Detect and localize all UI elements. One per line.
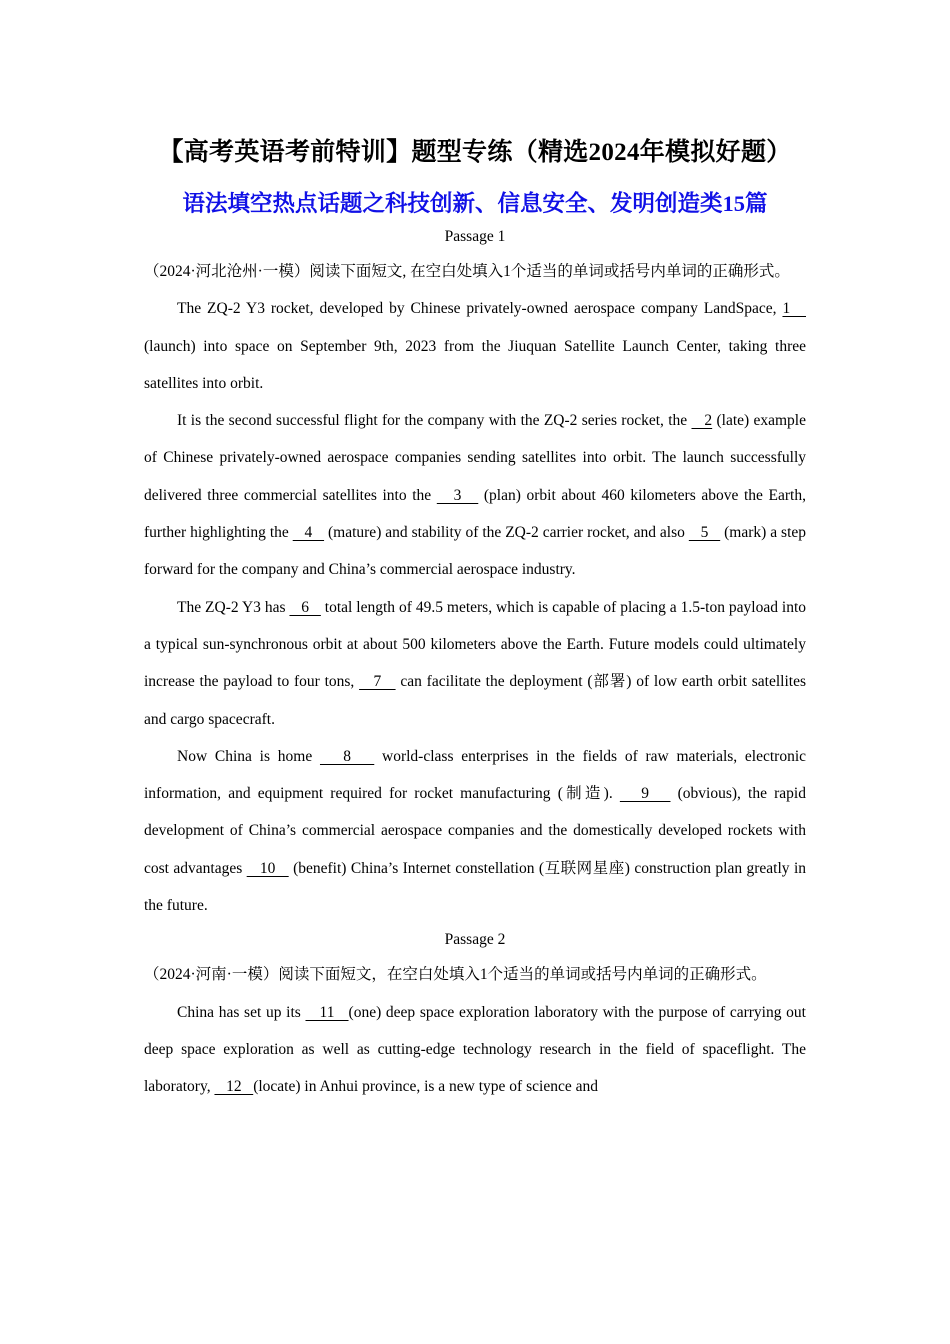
passage-1-instructions: （2024·河北沧州·一模）阅读下面短文, 在空白处填入1个适当的单词或括号内单词的正确形式。 <box>144 263 790 280</box>
passage-1-paragraph-1: The ZQ-2 Y3 rocket, developed by Chinese privately-owned aerospace company LandSpace, 1 (launch) into space on September 9th, 2023 from the Jiuquan Satellite Launch Center, taking three satellites into orbit. <box>144 300 806 392</box>
passage-1-paragraph-4: Now China is home 8 world-class enterprises in the fields of raw materials, electronic information, and equipment required for rocket manufacturing (制造). 9 (obvious), the rapid development of China’s commercial aerospace companies and the domestically developed rockets with cost advantages 10 (benefit) China’s Internet constellation (互联网星座) construction plan greatly in the future. <box>144 747 807 915</box>
passage-1 <box>144 225 806 1106</box>
answer-blank-5[interactable]: 5 <box>688 524 721 542</box>
document-title: 【高考英语考前特训】题型专练（精选2024年模拟好题） <box>158 139 792 166</box>
answer-blank-11[interactable]: 11 <box>305 1003 349 1021</box>
answer-blank-3[interactable]: 3 <box>436 486 479 504</box>
answer-blank-10[interactable]: 10 <box>246 859 289 877</box>
answer-blank-12[interactable]: 12 <box>214 1078 254 1096</box>
passage-1-paragraph-3: The ZQ-2 Y3 has 6 total length of 49.5 meters, which is capable of placing a 1.5-ton payload into a typical sun-synchronous orbit at about 500 kilometers above the Earth. Future models could ultimately increase the payload to four tons, 7 can facilitate the deployment (部署) of low earth orbit satellites and cargo spacecraft. <box>144 598 807 728</box>
answer-blank-2[interactable]: 2 <box>691 412 713 430</box>
document-subtitle: 语法填空热点话题之科技创新、信息安全、发明创造类15篇 <box>182 191 768 216</box>
answer-blank-6[interactable]: 6 <box>289 598 321 616</box>
passage-2-paragraph-1: China has set up its 11 (one) deep space exploration laboratory with the purpose of carrying out deep space exploration as well as cutting-edge technology research in the field of spaceflight. The laboratory, 12 (locate) in Anhui province, is a new type of science and <box>144 1003 806 1096</box>
answer-blank-7[interactable]: 7 <box>359 673 396 691</box>
answer-blank-8[interactable]: 8 <box>319 747 375 765</box>
answer-blank-1[interactable]: 1 <box>782 300 806 318</box>
passage-2-label: Passage 2 <box>444 931 506 949</box>
passage-2-instructions: （2024·河南·一模）阅读下面短文，在空白处填入1个适当的单词或括号内单词的正确形式。 <box>144 966 767 984</box>
answer-blank-9[interactable]: 9 <box>619 785 671 803</box>
answer-blank-4[interactable]: 4 <box>292 524 325 542</box>
passage-1-paragraph-2: It is the second successful flight for the company with the ZQ-2 series rocket, the 2 (late) example of Chinese privately-owned aerospace companies sending satellites into orbit. The launch successfully delivered three commercial satellites into the 3 (plan) orbit about 460 kilometers above the Earth, further highlighting the 4 (mature) and stability of the ZQ-2 carrier rocket, and also 5 (mark) a step forward for the company and China’s commercial aerospace industry. <box>144 412 807 579</box>
passage-1-label: Passage 1 <box>444 228 506 245</box>
